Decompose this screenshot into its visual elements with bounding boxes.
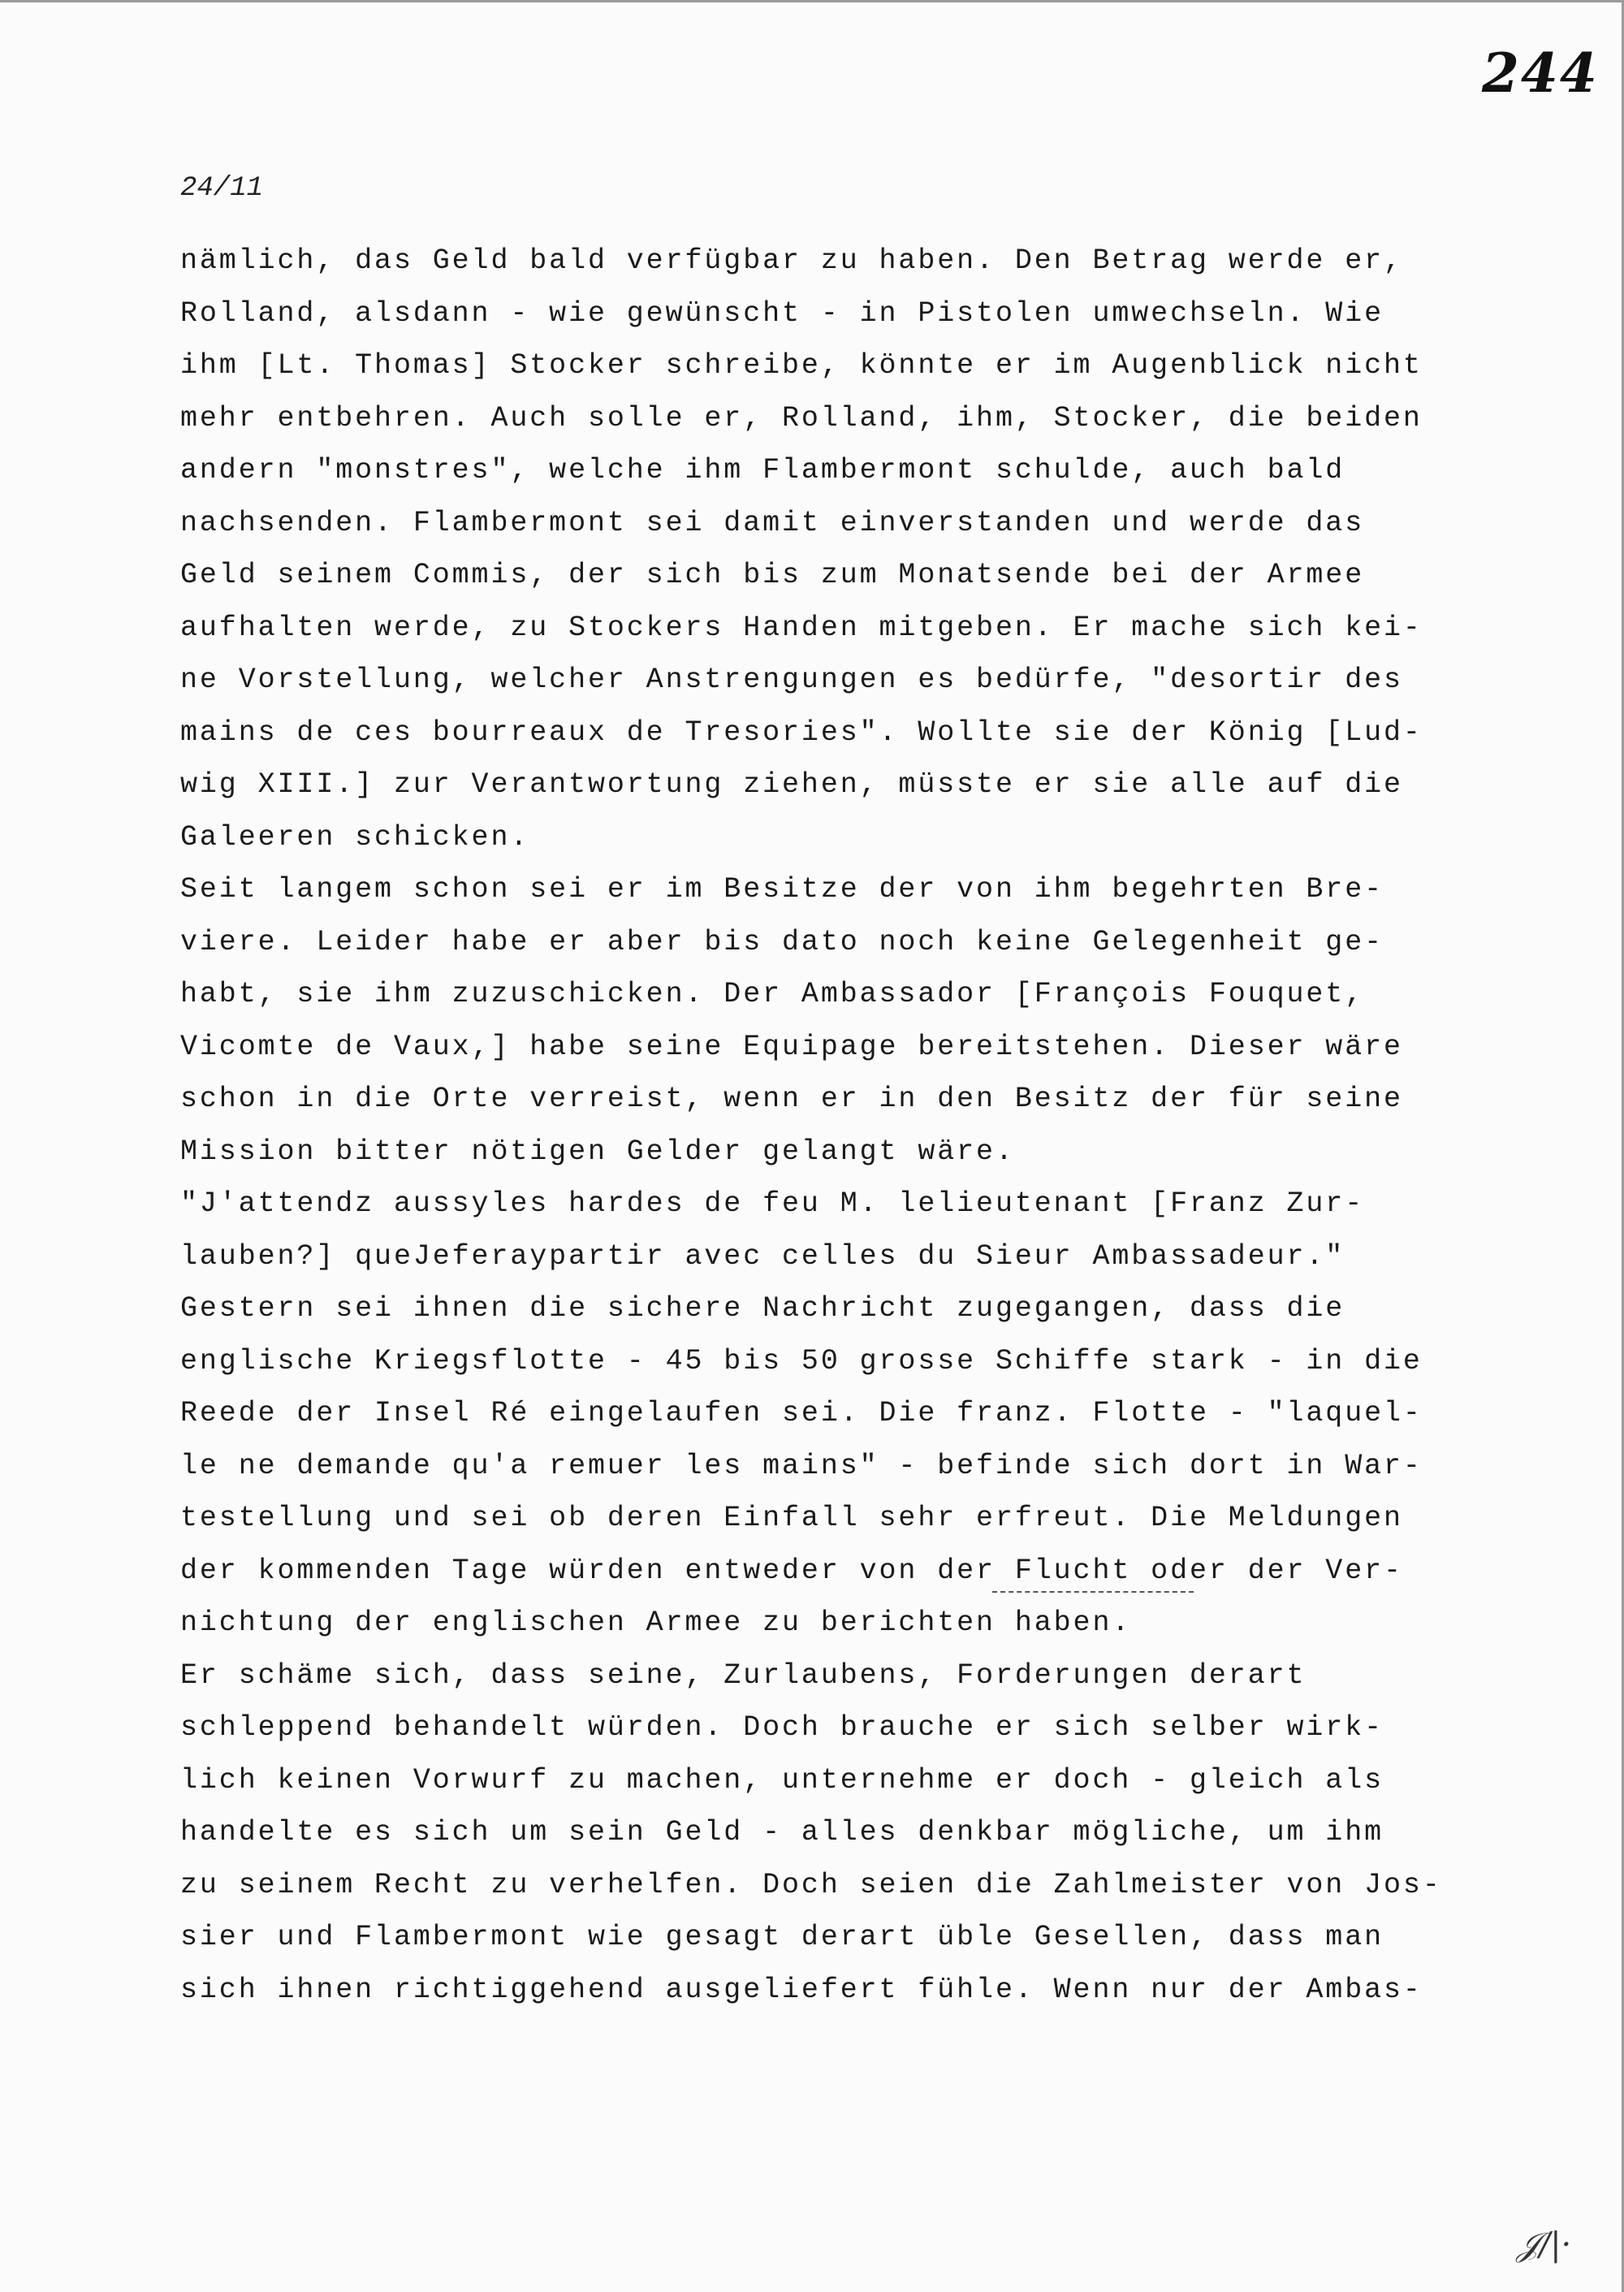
text-line: nichtung der englischen Armee zu berichten haben. xyxy=(180,1607,1132,1639)
text-line: nachsenden. Flambermont sei damit einverstanden und werde das xyxy=(180,506,1365,539)
text-line: schleppend behandelt würden. Doch brauche er sich selber wirk- xyxy=(180,1711,1384,1744)
text-line: Er schäme sich, dass seine, Zurlaubens, Forderungen derart xyxy=(180,1658,1307,1692)
text-line: englische Kriegsflotte - 45 bis 50 grosse Schiffe stark - in die xyxy=(180,1344,1423,1377)
text-line: Seit langem schon sei er im Besitze der von ihm begehrten Bre- xyxy=(180,873,1384,906)
text-line: lauben?] queJeferaypartir avec celles du Sieur Ambassadeur." xyxy=(180,1239,1345,1273)
text-line: Geld seinem Commis, der sich bis zum Monatsende bei der Armee xyxy=(180,559,1365,591)
text-line: sich ihnen richtiggehend ausgeliefert fühle. Wenn nur der Ambas- xyxy=(180,1973,1423,2006)
text-line: mehr entbehren. Auch solle er, Rolland, ihm, Stocker, die beiden xyxy=(180,401,1423,435)
text-line: Rolland, alsdann - wie gewünscht - in Pistolen umwechseln. Wie xyxy=(180,296,1384,330)
text-line: Galeeren schicken. xyxy=(180,820,530,854)
text-line: testellung und sei ob deren Einfall sehr erfreut. Die Meldungen xyxy=(180,1502,1403,1534)
pencil-mark xyxy=(992,1591,1194,1593)
text-line: habt, sie ihm zuzuschicken. Der Ambassador [François Fouquet, xyxy=(180,978,1365,1010)
text-line: viere. Leider habe er aber bis dato noch keine Gelegenheit ge- xyxy=(180,925,1384,958)
text-line: andern "monstres", welche ihm Flambermont schulde, auch bald xyxy=(180,454,1345,487)
text-line: lich keinen Vorwurf zu machen, unternehme er doch - gleich als xyxy=(180,1763,1384,1797)
text-line: wig XIII.] zur Verantwortung ziehen, müsste er sie alle auf die xyxy=(180,768,1403,801)
text-line: ihm [Lt. Thomas] Stocker schreibe, könnte er im Augenblick nicht xyxy=(180,349,1423,382)
text-line: Reede der Insel Ré eingelaufen sei. Die franz. Flotte - "laquel- xyxy=(180,1397,1423,1429)
text-line: ne Vorstellung, welcher Anstrengungen es bedürfe, "desortir des xyxy=(180,664,1403,696)
text-line: handelte es sich um sein Geld - alles denkbar mögliche, um ihm xyxy=(180,1816,1384,1849)
text-line: nämlich, das Geld bald verfügbar zu haben. Den Betrag werde er, xyxy=(180,244,1403,277)
text-line: Gestern sei ihnen die sichere Nachricht zugegangen, dass die xyxy=(180,1292,1345,1325)
text-line: Mission bitter nötigen Gelder gelangt wäre. xyxy=(180,1135,1015,1168)
text-line: zu seinem Recht zu verhelfen. Doch seien die Zahlmeister von Jos- xyxy=(180,1868,1442,1901)
text-line: mains de ces bourreaux de Tresories". Wollte sie der König [Lud- xyxy=(180,716,1423,749)
text-line: sier und Flambermont wie gesagt derart üble Gesellen, dass man xyxy=(180,1921,1384,1953)
text-line: le ne demande qu'a remuer les mains" - befinde sich dort in War- xyxy=(180,1449,1423,1482)
body-text xyxy=(180,235,1561,2016)
text-line: aufhalten werde, zu Stockers Handen mitgeben. Er mache sich kei- xyxy=(180,611,1423,644)
text-line: "J'attendz aussyles hardes de feu M. lelieutenant [Franz Zur- xyxy=(180,1187,1365,1220)
text-line: der kommenden Tage würden entweder von der Flucht oder der Ver- xyxy=(180,1554,1403,1587)
document-reference: 24/11 xyxy=(180,173,264,204)
text-line: Vicomte de Vaux,] habe seine Equipage bereitstehen. Dieser wäre xyxy=(180,1030,1403,1063)
text-line: schon in die Orte verreist, wenn er in den Besitz der für seine xyxy=(180,1083,1403,1115)
handwritten-page-number: 244 xyxy=(1482,41,1599,105)
archive-stamp-mark: 𝒥/|· xyxy=(1517,2226,1572,2264)
